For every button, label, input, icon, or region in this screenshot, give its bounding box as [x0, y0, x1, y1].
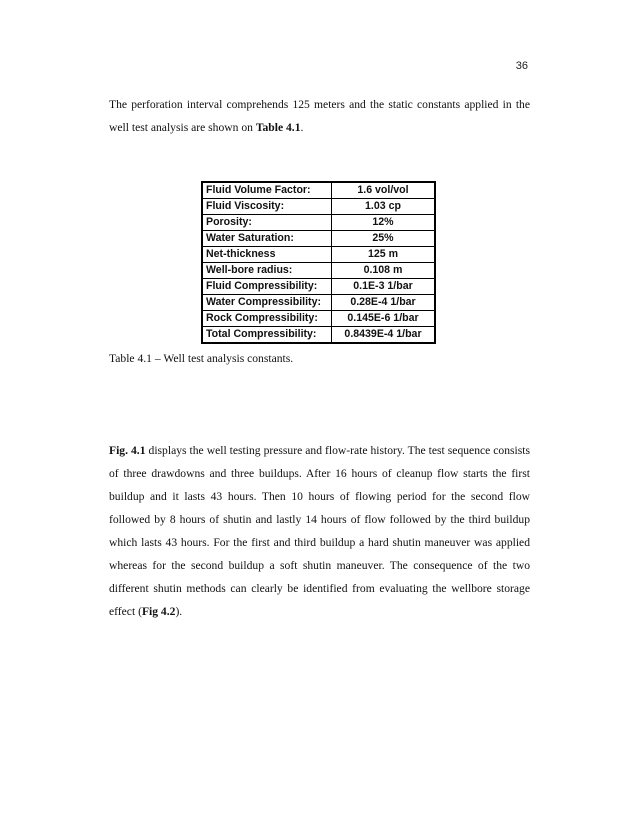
table-row: [202, 199, 435, 215]
param-name: Water Saturation:: [202, 231, 332, 247]
param-name: Porosity:: [202, 215, 332, 231]
figure-reference-2: Fig 4.2: [141, 605, 176, 618]
param-value: 0.1E-3 1/bar: [332, 279, 436, 295]
table-caption: Table 4.1 – Well test analysis constants.: [109, 352, 294, 365]
table-row: [202, 311, 435, 327]
figure-description-end: ).: [175, 605, 183, 618]
param-name: Well-bore radius:: [202, 263, 332, 279]
param-name: Fluid Viscosity:: [202, 199, 332, 215]
param-name: Total Compressibility:: [202, 327, 332, 344]
constants-table: [201, 181, 436, 344]
param-value: 12%: [332, 215, 436, 231]
param-value: 1.6 vol/vol: [332, 182, 436, 199]
figure-description-text: displays the well testing pressure and flow-rate history. The test sequence consists of three drawdowns and three buildups. After 16 hours of cleanup flow starts the first buildup and it lasts 43 hours. Then 10 hours of flowing period for the second flow followed by 8 hours of shutin and lastly 14 hours of flow followed by the third buildup which lasts 43 hours. For the first and third buildup a hard shutin maneuver was applied whereas for the second buildup a soft shutin maneuver. The consequence of the two different shutin methods can clearly be identified from evaluating the wellbore storage effect (: [109, 444, 531, 618]
param-value: 1.03 cp: [332, 199, 436, 215]
intro-text-end: .: [300, 121, 304, 134]
param-name: Net-thickness: [202, 247, 332, 263]
table-row: [202, 215, 435, 231]
table-row: [202, 279, 435, 295]
table-row: [202, 247, 435, 263]
param-name: Fluid Volume Factor:: [202, 182, 332, 199]
table-row: [202, 263, 435, 279]
param-value: 0.28E-4 1/bar: [332, 295, 436, 311]
intro-text: The perforation interval comprehends 125 meters and the static constants applied in the well test analysis are shown on: [109, 98, 530, 134]
param-value: 25%: [332, 231, 436, 247]
param-name: Water Compressibility:: [202, 295, 332, 311]
table-reference: Table 4.1: [255, 121, 301, 134]
table-row: [202, 327, 435, 344]
param-value: 125 m: [332, 247, 436, 263]
table-row: [202, 182, 435, 199]
table-row: [202, 295, 435, 311]
intro-paragraph: [109, 93, 530, 139]
param-name: Fluid Compressibility:: [202, 279, 332, 295]
page-number: 36: [515, 60, 528, 72]
param-value: 0.108 m: [332, 263, 436, 279]
param-value: 0.8439E-4 1/bar: [332, 327, 436, 344]
param-value: 0.145E-6 1/bar: [332, 311, 436, 327]
figure-description-paragraph: [109, 439, 530, 623]
param-name: Rock Compressibility:: [202, 311, 332, 327]
table-row: [202, 231, 435, 247]
figure-reference: Fig. 4.1: [109, 444, 146, 457]
